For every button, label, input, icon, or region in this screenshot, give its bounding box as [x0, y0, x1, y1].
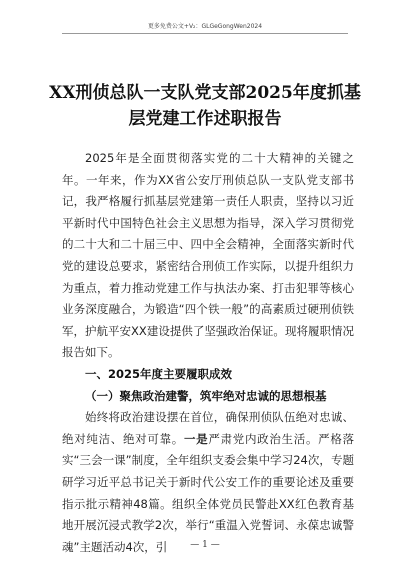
- title-line-1: XX刑侦总队一支队党支部2025年度抓基: [49, 83, 361, 103]
- subsection-heading: （一）聚焦政治建警，筑牢绝对忠诚的思想根基: [85, 388, 327, 403]
- document-body: [62, 148, 354, 558]
- paragraph-prefix: 始终将政治建设摆在首位，确保刑侦队伍绝对忠诚、绝对纯洁、绝对可靠。: [62, 410, 354, 446]
- title-line-2: 层党建工作述职报告: [128, 109, 282, 129]
- header-note: 更多免费公文+V₂：GLGeGongWen2024: [147, 23, 263, 30]
- document-title: [0, 80, 410, 132]
- intro-paragraph: 2025年是全面贯彻落实党的二十大精神的关键之年。一年来，作为XX省公安厅刑侦总队一支队党支部书记，我严格履行抓基层党建第一责任人职责，坚持以习近平新时代中国特色社会主义思想为指导，深入学习贯彻党的二十大和二十届三中、四中全会精神，全面落实新时代党的建设总要求，紧密结合刑侦工作实际，以提升组织力为重点，着力推动党建工作与执法办案、打击犯罪等核心业务深度融合，为锻造“四个铁一般”的高素质过硬刑侦铁军，护航平安XX建设提供了坚强政治保证。现将履职情况报告如下。: [62, 151, 354, 360]
- paragraph-rest: 严肃党内政治生活。严格落实“三会一课”制度，全年组织支委会集中学习24次，专题研学习近平总书记关于新时代公安工作的重要论述及重要指示批示精神48篇。组织全体党员民警赴XX红色教育基地开展沉浸式教学2次，举行“重温入党誓词、永葆忠诚警魂”主题活动4次，引: [62, 431, 355, 554]
- header-divider: [62, 33, 348, 34]
- section-heading: 一、2025年度主要履职成效: [85, 366, 233, 381]
- body-paragraph: [62, 407, 354, 558]
- page-number: — 1 —: [190, 540, 220, 550]
- paragraph-bold-lead: 一是: [183, 431, 209, 446]
